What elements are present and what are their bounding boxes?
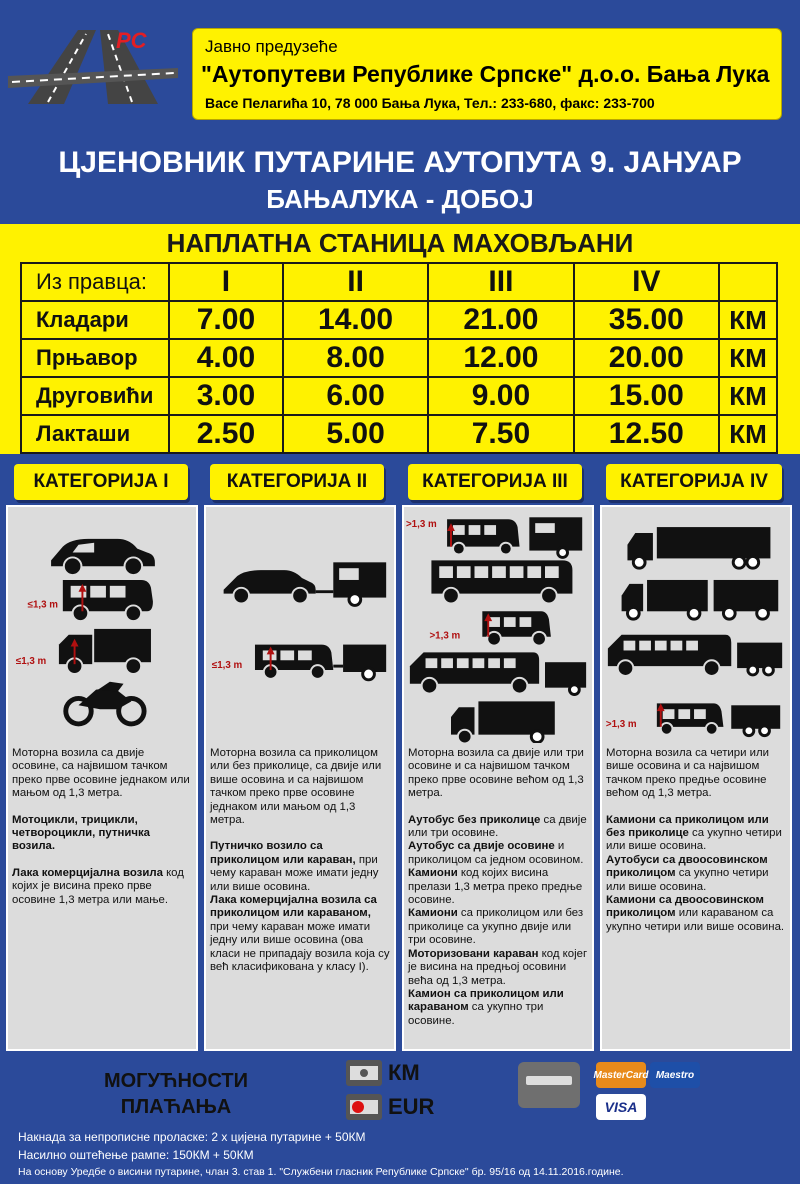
description-bold: Лака комерцијална возила са приколицом или караваном, (210, 894, 377, 920)
category-4-vehicles (602, 507, 790, 743)
table-row (21, 415, 777, 453)
description-text: или караваном са укупно четири или више осовина. (606, 907, 785, 933)
price-cell: 6.00 (283, 377, 428, 415)
maestro-logo: Maestro (650, 1062, 700, 1088)
category-1-description (12, 747, 192, 920)
page-subtitle: БАЊАЛУКА - ДОБОЈ (266, 184, 534, 214)
mastercard-logo: MasterCard (596, 1062, 646, 1088)
description-text: са укупно четири или више осовина. (606, 827, 782, 853)
cash-icon (346, 1094, 382, 1120)
description-text: при чему караван може имати једну или више осовина. (210, 853, 379, 893)
table-row (21, 339, 777, 377)
category-3-description (408, 747, 588, 1028)
description-text: Моторна возила са двије осовине, са највишом тачком преко прве осовине једнаком или мањом од 1,3 метра. (12, 747, 190, 800)
price-cell: 9.00 (428, 377, 573, 415)
price-cell: 3.00 (169, 377, 283, 415)
category-4-description (606, 747, 786, 934)
price-cell: 8.00 (283, 339, 428, 377)
price-cell: 15.00 (574, 377, 719, 415)
truck-icon (451, 701, 555, 743)
description-text: са укупно три осовине. (408, 1001, 544, 1027)
payment-title-line: ПЛАЋАЊА (120, 1096, 232, 1118)
description-text: код којих је висина преко прве осовине 1,3 метра или мање. (12, 866, 184, 906)
description-text: са приколицом или без приколице са укупно двије или три осовине. (408, 907, 584, 947)
description-text: при чему караван може имати једну или више осовина (ова класи не припадају возила која су већ класификована у класу I). (210, 920, 390, 974)
footer-damage: Насилно оштећење рампе: 150КМ + 50КМ (18, 1148, 254, 1162)
category-3-label: КАТЕГОРИЈА III (408, 464, 582, 500)
description-bold: Камиони (408, 867, 458, 880)
table-row (21, 301, 777, 339)
table-header-cell: IV (574, 263, 719, 301)
description-text: код којих висина прелази 1,3 метра преко предње осовине. (408, 867, 583, 907)
description-text: Моторна возила са приколицом или без приколице, са двије или више осовина и са највишом тачком преко прве осовине једнаком или мањом од 1,3 метра. (210, 747, 382, 827)
company-name: "Аутопутеви Републике Српске" д.о.о. Бања Лука (201, 61, 770, 87)
company-address: Васе Пелагића 10, 78 000 Бања Лука, Тел.: 233-680, факс: 233-700 (205, 95, 655, 111)
payment-options-title (56, 1068, 296, 1120)
semi-truck-icon (627, 527, 770, 568)
height-label: >1,3 m (605, 718, 637, 730)
height-label: ≤1,3 m (27, 599, 58, 611)
category-2-vehicles (206, 507, 394, 743)
category-1-vehicles (8, 507, 196, 743)
van-icon (482, 611, 551, 645)
van-with-trailer-icon (447, 517, 582, 557)
unit-cell: КМ (719, 415, 777, 453)
footer-legal: На основу Уредбе о висини путарине, члан 3. став 1. "Службени гласник Републике Српске" бр. 95/16 од 14.11.2016.године. (18, 1166, 624, 1178)
bus-with-trailer-icon (608, 635, 782, 676)
category-2-description (210, 747, 390, 988)
direction-cell: Прњавор (21, 339, 169, 377)
description-bold: Аутобус без приколице (408, 813, 541, 826)
van-icon (63, 580, 153, 621)
van-with-trailer-icon (657, 703, 780, 735)
company-header (192, 28, 782, 120)
truck-with-trailer-icon (622, 580, 779, 619)
price-cell: 35.00 (574, 301, 719, 339)
card-icon (518, 1062, 580, 1108)
table-header-cell (719, 263, 777, 301)
toll-station-title: НАПЛАТНА СТАНИЦА МАХОВЉАНИ (166, 228, 634, 258)
description-text: Моторна возила са двије или три осовине и са највишом тачком преко прве осовине већом од 1,3 метра. (408, 747, 584, 800)
cash-icon (346, 1060, 382, 1086)
motorcycle-icon (66, 682, 144, 724)
category-2-label: КАТЕГОРИЈА II (210, 464, 384, 500)
company-logo (8, 18, 188, 118)
description-bold: Аутобус са двије осовине (408, 840, 555, 853)
price-cell: 7.00 (169, 301, 283, 339)
description-bold: Лака комерцијална возила (12, 866, 163, 879)
unit-cell: КМ (719, 339, 777, 377)
company-type: Јавно предузеће (205, 37, 338, 56)
description-bold: Камион са приколицом или караваном (408, 987, 564, 1014)
page-title: ЦЈЕНОВНИК ПУТАРИНЕ АУТОПУТА 9. ЈАНУАР (58, 146, 742, 179)
height-label: ≤1,3 m (15, 656, 47, 668)
direction-cell: Кладари (21, 301, 169, 339)
bus-icon (431, 560, 572, 603)
description-text: и приколицом са једном осовином. (408, 840, 584, 866)
description-text: са двије или три осовине. (408, 813, 587, 840)
description-text: Моторна возила са четири или више осовина и са највишом тачком преко предње осовине већом од 1,3 метра. (606, 747, 770, 800)
price-table (20, 262, 778, 454)
category-1-label: КАТЕГОРИЈА I (14, 464, 188, 500)
category-4-panel (600, 505, 792, 1051)
pickup-truck-icon (59, 629, 151, 674)
description-bold: Камиони са приколицом или без приколице (606, 813, 769, 840)
price-cell: 12.50 (574, 415, 719, 453)
category-1-panel (6, 505, 198, 1051)
description-bold: Камиони (408, 907, 458, 920)
direction-cell: Лакташи (21, 415, 169, 453)
table-row (21, 377, 777, 415)
table-header-cell: I (169, 263, 283, 301)
unit-cell: КМ (719, 377, 777, 415)
price-cell: 5.00 (283, 415, 428, 453)
table-header-cell: Из правца: (21, 263, 169, 301)
car-icon (51, 539, 155, 575)
height-label: ≤1,3 m (211, 660, 243, 672)
bus-with-trailer-icon (410, 652, 586, 694)
category-4-label: КАТЕГОРИЈА IV (606, 464, 782, 500)
description-bold: Мотоцикли, трицикли, четвороцикли, путничка возила. (12, 813, 150, 853)
table-header-cell: III (428, 263, 573, 301)
description-bold: Путничко возило са приколицом или караван, (210, 840, 356, 866)
table-header-cell: II (283, 263, 428, 301)
payment-title-line: МОГУЋНОСТИ (103, 1070, 249, 1092)
price-cell: 7.50 (428, 415, 573, 453)
height-label: >1,3 m (405, 519, 437, 531)
price-cell: 4.00 (169, 339, 283, 377)
price-cell: 20.00 (574, 339, 719, 377)
description-text: код којег је висина на предњој осовини већа од 1,3 метра. (408, 947, 588, 987)
currency-km: КМ (388, 1060, 420, 1085)
category-2-panel (204, 505, 396, 1051)
description-bold: Аутобуси са двоосовинском приколицом (606, 853, 768, 880)
category-3-panel (402, 505, 594, 1051)
description-bold: Моторизовани караван (408, 947, 539, 960)
category-3-vehicles (404, 507, 592, 743)
description-text: са укупно четири или више осовина. (606, 867, 769, 893)
description-bold: Камиони са двоосовинском приколицом (606, 894, 764, 920)
car-with-trailer-icon (224, 562, 387, 605)
van-with-trailer-icon (255, 645, 386, 680)
currency-eur: EUR (388, 1094, 435, 1119)
direction-cell: Друговићи (21, 377, 169, 415)
price-cell: 21.00 (428, 301, 573, 339)
table-header-row (21, 263, 777, 301)
visa-logo: VISA (596, 1094, 646, 1120)
price-cell: 2.50 (169, 415, 283, 453)
footer-penalty: Накнада за непрописне проласке: 2 х цијена путарине + 50КМ (18, 1130, 366, 1144)
height-label: >1,3 m (429, 630, 461, 642)
unit-cell: КМ (719, 301, 777, 339)
price-cell: 12.00 (428, 339, 573, 377)
logo-text: PC (116, 28, 147, 53)
price-cell: 14.00 (283, 301, 428, 339)
